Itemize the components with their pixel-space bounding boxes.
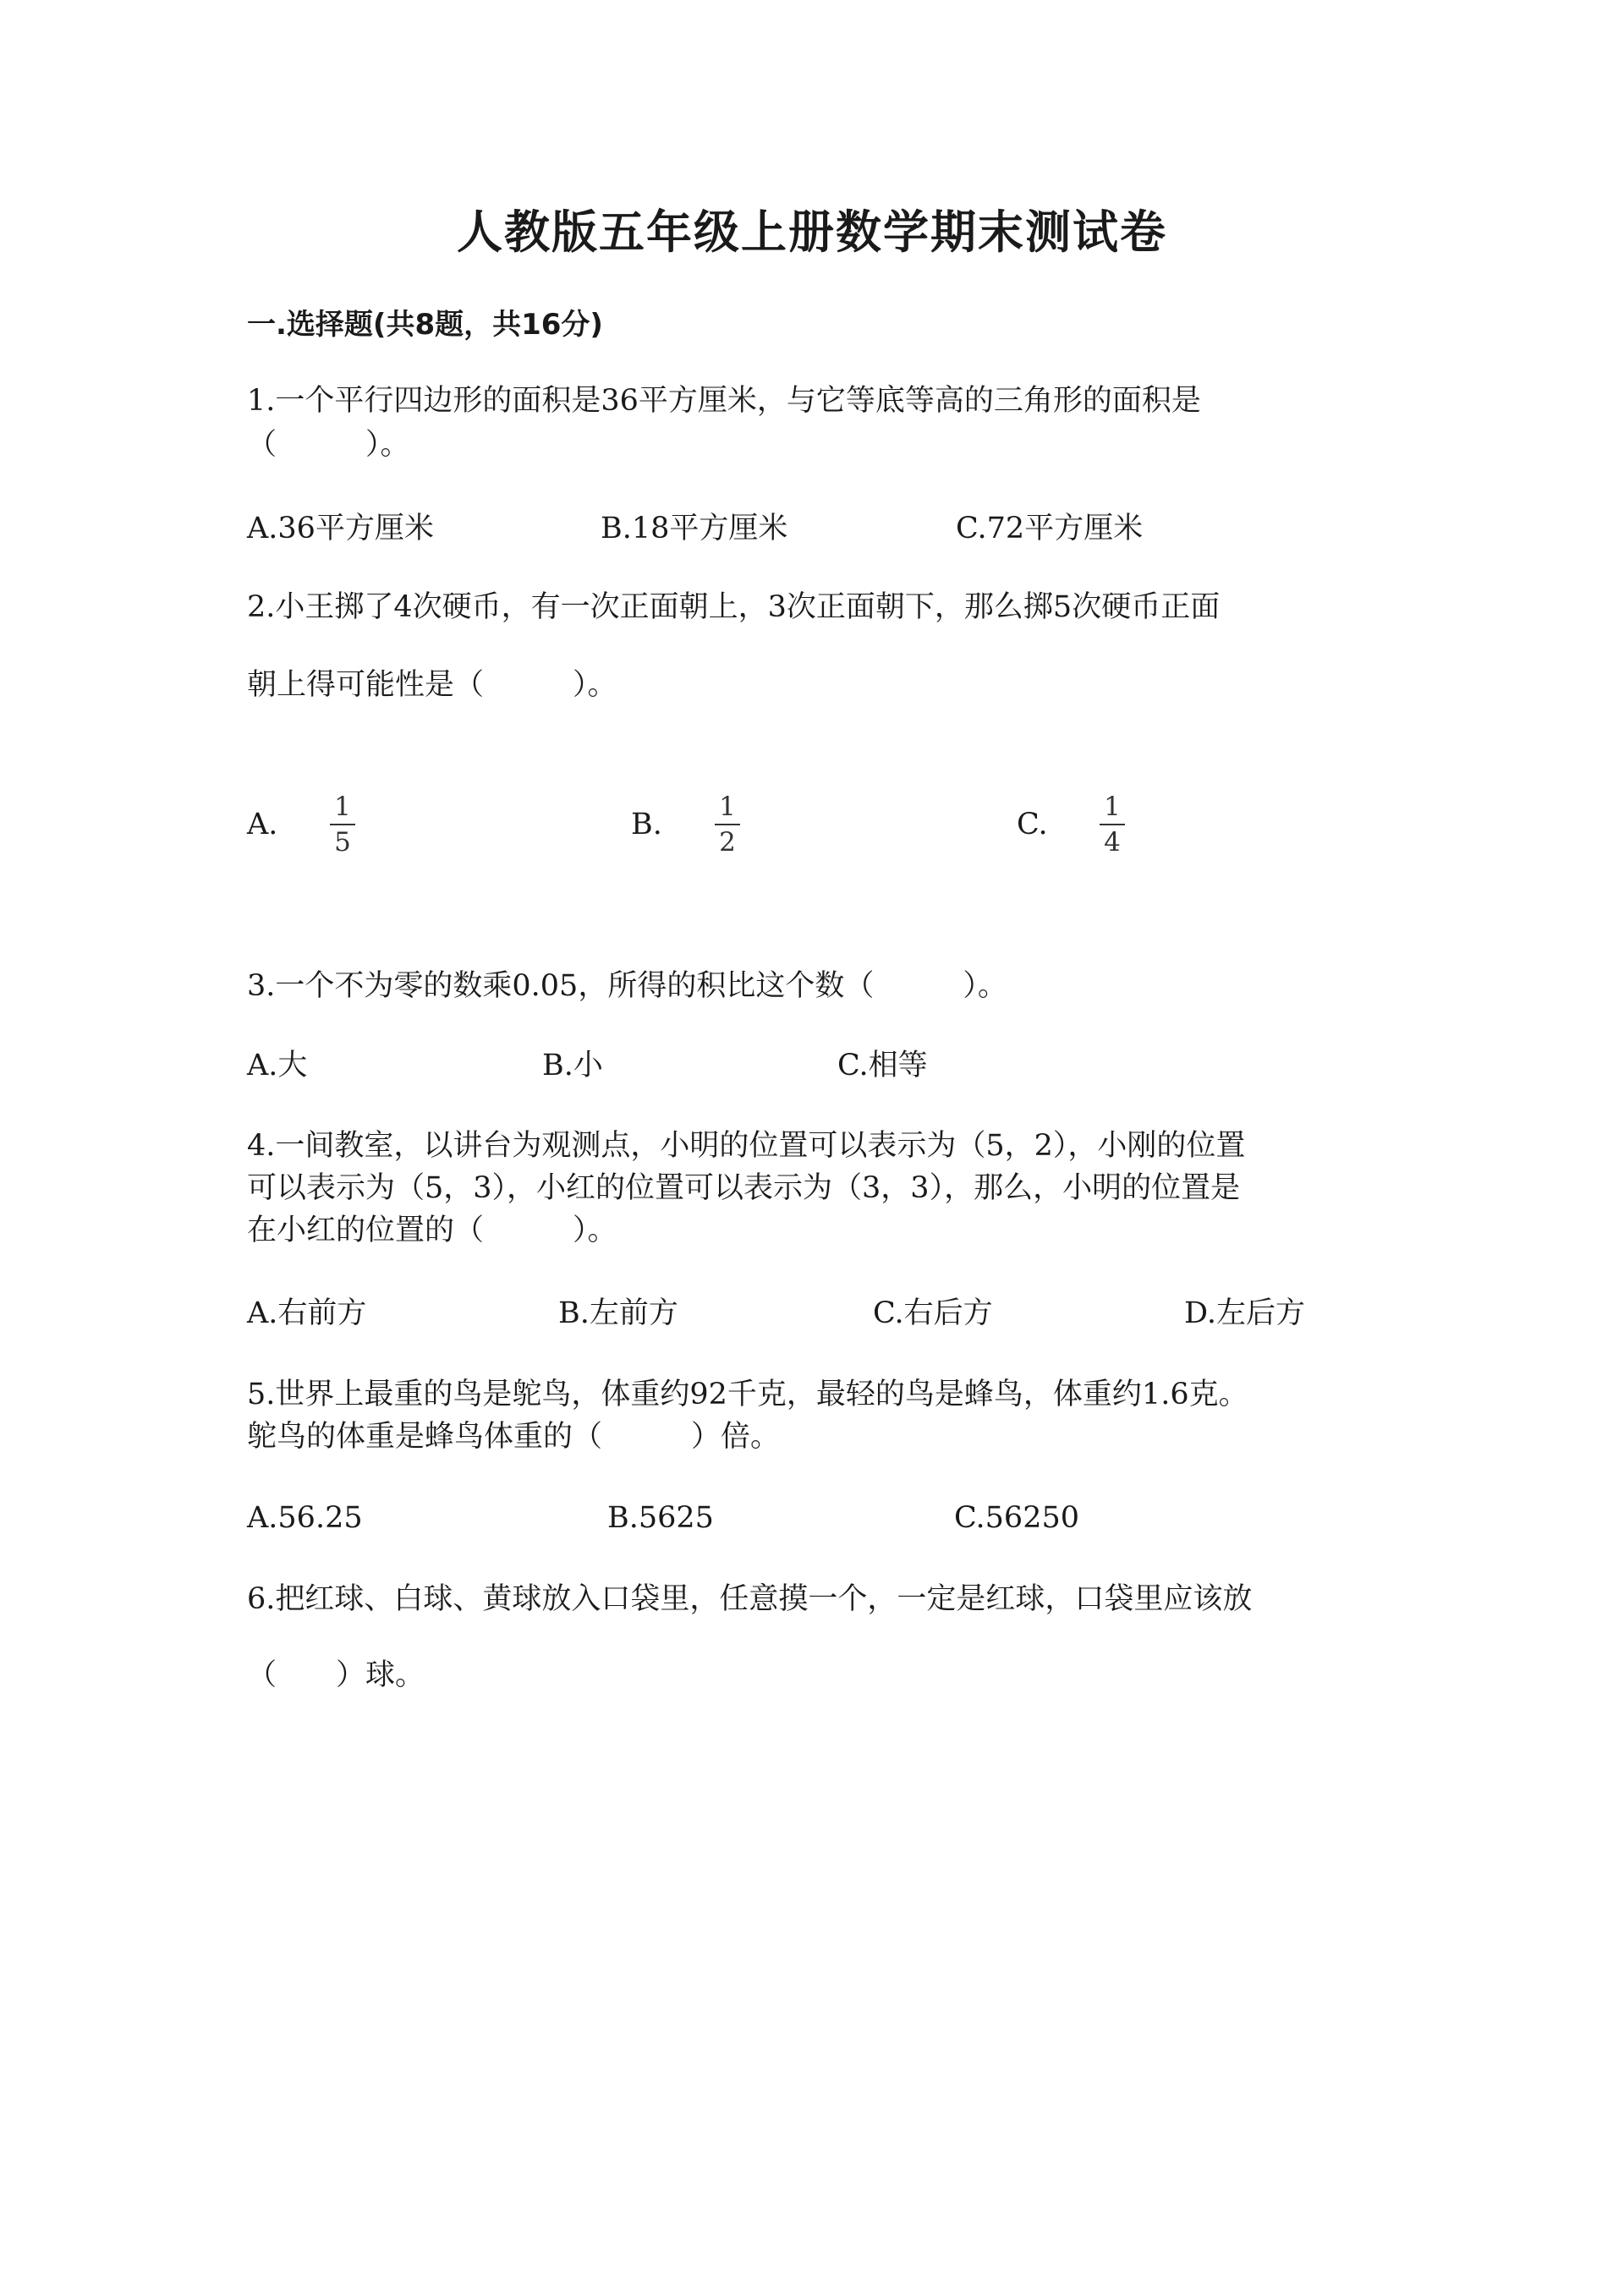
question-2-line-1: 2.小王掷了4次硬币，有一次正面朝上，3次正面朝下，那么掷5次硬币正面 [247,590,1221,624]
fraction-denominator: 4 [1104,827,1121,858]
fraction-numerator: 1 [334,792,351,822]
question-5-line-2: 鸵鸟的体重是蜂鸟体重的（ ）倍。 [247,1420,781,1454]
question-2-option-b-fraction [715,792,740,858]
question-2-option-a-fraction [330,792,355,858]
question-5-line-1: 5.世界上最重的鸟是鸵鸟，体重约92千克，最轻的鸟是蜂鸟，体重约1.6克。 [247,1378,1248,1411]
question-3-option-c: C.相等 [837,1049,928,1082]
fraction-denominator: 5 [334,827,351,858]
question-5-option-c: C.56250 [954,1501,1079,1535]
fraction-numerator: 1 [719,792,736,822]
question-1-option-c: C.72平方厘米 [956,512,1144,545]
question-1-option-b: B.18平方厘米 [601,512,788,545]
question-3-line-1: 3.一个不为零的数乘0.05，所得的积比这个数（ ）。 [247,969,1007,1003]
question-4-option-c: C.右后方 [873,1296,993,1330]
question-4-option-a: A.右前方 [247,1296,367,1330]
fraction-bar [715,824,740,825]
question-2-option-b-letter: B. [631,808,662,841]
question-2-line-2: 朝上得可能性是（ ）。 [247,668,617,702]
question-3-option-a: A.大 [247,1049,308,1082]
question-4-option-b: B.左前方 [558,1296,678,1330]
question-3-option-b: B.小 [542,1049,603,1082]
question-1-line-2: （ ）。 [247,428,410,462]
question-4-line-2: 可以表示为（5，3），小红的位置可以表示为（3，3），那么，小明的位置是 [247,1171,1241,1205]
question-5-option-b: B.5625 [607,1501,714,1535]
question-4-option-d: D.左后方 [1184,1296,1305,1330]
question-1-line-1: 1.一个平行四边形的面积是36平方厘米，与它等底等高的三角形的面积是 [247,384,1201,418]
fraction-numerator: 1 [1104,792,1121,822]
question-6-line-2: （ ）球。 [247,1658,425,1692]
fraction-bar [1100,824,1125,825]
section-heading: 一.选择题(共8题，共16分) [247,308,603,342]
question-2-option-a-letter: A. [247,808,278,841]
question-4-line-1: 4.一间教室，以讲台为观测点，小明的位置可以表示为（5，2），小刚的位置 [247,1129,1246,1163]
question-5-option-a: A.56.25 [247,1501,363,1535]
question-6-line-1: 6.把红球、白球、黄球放入口袋里，任意摸一个，一定是红球，口袋里应该放 [247,1582,1253,1616]
document-title: 人教版五年级上册数学期末测试卷 [457,205,1167,259]
fraction-denominator: 2 [719,827,736,858]
question-2-option-c-fraction [1100,792,1125,858]
fraction-bar [330,824,355,825]
question-2-option-c-letter: C. [1017,808,1048,841]
question-4-line-3: 在小红的位置的（ ）。 [247,1214,617,1247]
question-1-option-a: A.36平方厘米 [247,512,434,545]
